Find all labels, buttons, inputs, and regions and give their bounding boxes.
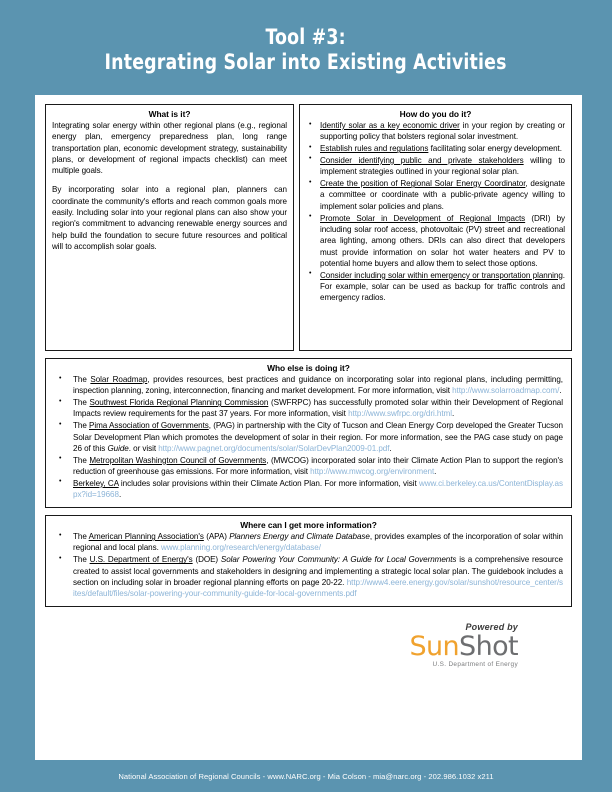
bullet-lead-text: Berkeley, CA <box>73 478 119 488</box>
bullet-lead-text: Create the position of Regional Solar Energy Coordinator <box>320 179 526 189</box>
bullet-lead-text: Consider identifying public and private stakeholders <box>320 155 524 165</box>
doe-agency-label: U.S. Department of Energy <box>432 661 518 669</box>
section-what-is-it-title: What is it? <box>148 109 191 119</box>
list-item <box>54 554 563 599</box>
sunshot-wordmark <box>409 631 518 663</box>
bullet-body-text: (SWFRPC) has successfully promoted solar within their Development of Regional Impacts review requirements for the past 37 years. For more information, visit <box>73 398 563 419</box>
how-do-you-do-it-list <box>306 120 565 304</box>
bullet-lead-text: American Planning Association's <box>88 532 204 542</box>
section-more-information <box>45 515 572 607</box>
list-item <box>54 374 563 397</box>
sunshot-sun-text: Sun <box>409 631 460 663</box>
page-title-line2: Integrating Solar into Existing Activities <box>104 50 508 75</box>
bullet-lead-text: Identify solar as a key economic driver <box>320 121 460 130</box>
bullet-link[interactable]: http://www.pagnet.org/documents/solar/SolarDevPlan2009-01.pdf <box>158 443 390 453</box>
bullet-italic-text: Guide <box>107 443 129 453</box>
bullet-body-text: facilitating solar energy development. <box>428 144 562 154</box>
bullet-prefix-text: The <box>73 398 90 408</box>
page-header <box>0 0 612 95</box>
list-item <box>54 531 563 554</box>
sunshot-logo <box>45 607 572 683</box>
list-item <box>306 270 565 304</box>
bullet-link[interactable]: http://www.mwcog.org/environment <box>310 467 435 477</box>
bullet-suffix-text: . <box>389 443 392 453</box>
bullet-body-text: includes solar provisions within their Climate Action Plan. For more information, visit <box>118 478 419 488</box>
more-information-list <box>54 531 563 599</box>
bullet-suffix-text: . <box>118 490 122 500</box>
bullet-body-text-2: , provides examples of the incorporation of solar within regional and local plans. <box>73 532 563 553</box>
bullet-prefix-text: The <box>73 532 89 542</box>
bullet-body-text-2: is a comprehensive resource created to assist local governments and stakeholders in designing and implementing a strategic local solar plan. The guidebook includes a section on including solar in broader regional planning efforts on page 20-22. <box>73 555 563 587</box>
bullet-body-text: willing to implement strategies outlined in your regional solar plan. <box>320 155 566 177</box>
bullet-prefix-text: The <box>73 555 90 565</box>
section-who-else-title: Who else is doing it? <box>267 363 350 373</box>
bullet-lead-text: Solar Roadmap <box>90 375 148 384</box>
footer-contact-text: National Association of Regional Councils - www.NARC.org - Mia Colson - mia@narc.org - 202.986.1032 x211 <box>118 771 494 781</box>
section-how-do-you-do-it <box>299 104 572 351</box>
bullet-link[interactable]: www.planning.org/research/energy/database/ <box>160 543 321 553</box>
bullet-lead-text: Promote Solar in Development of Regional Impacts <box>320 213 526 223</box>
bullet-lead-text: Establish rules and regulations <box>320 144 429 154</box>
bullet-body-text-2: . or visit <box>128 443 159 453</box>
bullet-link[interactable]: http://www.swfrpc.org/dri.html <box>348 409 452 419</box>
sunshot-shot-text: Shot <box>459 631 518 663</box>
bullet-body-text: in your region by creating or supporting policy that bolsters regional solar investment. <box>320 121 565 142</box>
bullet-body-text: (DRI) by including solar roof access, photovoltaic (PV) street and recreational area lighting, among others. DRIs can also direct that developers must provide information on solar hot water heaters and PV to potential home buyers and allow them to select those options. <box>320 213 565 268</box>
list-item <box>54 455 563 478</box>
bullet-prefix-text: The <box>73 375 91 384</box>
section-more-information-title: Where can I get more information? <box>240 520 377 531</box>
page-sheet <box>35 95 582 760</box>
list-item <box>306 143 565 154</box>
bullet-suffix-text: . <box>434 467 437 477</box>
section-how-do-you-do-it-title: How do you do it? <box>399 109 472 119</box>
what-is-it-paragraph-2: By incorporating solar into a regional plan, planners can coordinate the community's efforts and reach common goals more easily. Including solar into your regional plans can also show your region's commitment to advancing renewable energy sources and help build the foundation to secure future resources and political will to accomplish solar goals. <box>52 185 287 251</box>
bullet-body-text: (DOE) <box>192 555 221 565</box>
bullet-prefix-text: The <box>73 421 90 431</box>
list-item <box>306 155 565 178</box>
bullet-prefix-text: The <box>73 455 90 465</box>
page-title-line1: Tool #3: <box>265 25 347 50</box>
powered-by-label: Powered by <box>465 622 518 633</box>
who-else-list <box>54 374 563 501</box>
list-item <box>306 178 565 212</box>
bullet-italic-text: Solar Powering Your Community: A Guide for Local Governments <box>220 555 457 565</box>
list-item <box>54 420 563 454</box>
bullet-body-text: , designate a committee or coordinate with a public-private agency willing to implement solar policies and plans. <box>320 179 565 211</box>
list-item <box>54 397 563 420</box>
bullet-body-text: (APA) <box>203 532 230 542</box>
section-what-is-it <box>45 104 294 351</box>
bullet-link[interactable]: www.ci.berkeley.ca.us/ContentDisplay.aspx?id=19668 <box>73 478 563 500</box>
list-item <box>54 478 563 501</box>
bullet-body-text: , (PAG) in partnership with the City of Tucson and Clean Energy Corp developed the Greater Tucson Solar Development Plan which promotes the development of solar in their region. For more information, see the PAG case study on page 26 of this <box>73 421 563 453</box>
bullet-suffix-text: . <box>559 386 562 396</box>
bullet-lead-text: U.S. Department of Energy's <box>89 555 193 565</box>
bullet-lead-text: Consider including solar within emergency or transportation planning <box>320 270 563 280</box>
top-sections <box>45 104 572 351</box>
what-is-it-paragraph-1: Integrating solar energy within other regional plans (e.g., regional energy plan, emergency preparedness plan, long range transportation plan, economic development strategy, sustainability plans, or development of regional impacts checklist) can meet multiple goals. <box>52 121 287 176</box>
bullet-body-text: , provides resources, best practices and guidance on incorporating solar into regional plans, including permitting, inspection planning, zoning, interconnection, financing and market development. For more information, visit <box>73 375 563 396</box>
bullet-lead-text: Metropolitan Washington Council of Governments <box>89 455 267 465</box>
section-who-else-is-doing-it <box>45 358 572 508</box>
page-footer <box>0 760 612 792</box>
list-item <box>306 120 565 143</box>
bullet-italic-text: Planners Energy and Climate Database <box>229 532 370 542</box>
bullet-suffix-text: . <box>451 409 455 419</box>
bullet-link[interactable]: http://www.solarroadmap.com/ <box>452 386 560 396</box>
bullet-lead-text: Pima Association of Governments <box>89 421 209 431</box>
bullet-body-text: , (MWCOG) incorporated solar into their Climate Action Plan to support the region's reduction of greenhouse gas emissions. For more information, visit <box>73 455 563 477</box>
bullet-link[interactable]: http://www4.eere.energy.gov/solar/sunshot/resource_center/sites/default/files/solar-powering-your-community-guide-for-local-governments.pdf <box>73 577 563 599</box>
bullet-lead-text: Southwest Florida Regional Planning Commission <box>89 398 269 408</box>
bullet-body-text: . For example, solar can be used as backup for traffic controls and emergency radios. <box>320 270 565 303</box>
list-item <box>306 213 565 270</box>
